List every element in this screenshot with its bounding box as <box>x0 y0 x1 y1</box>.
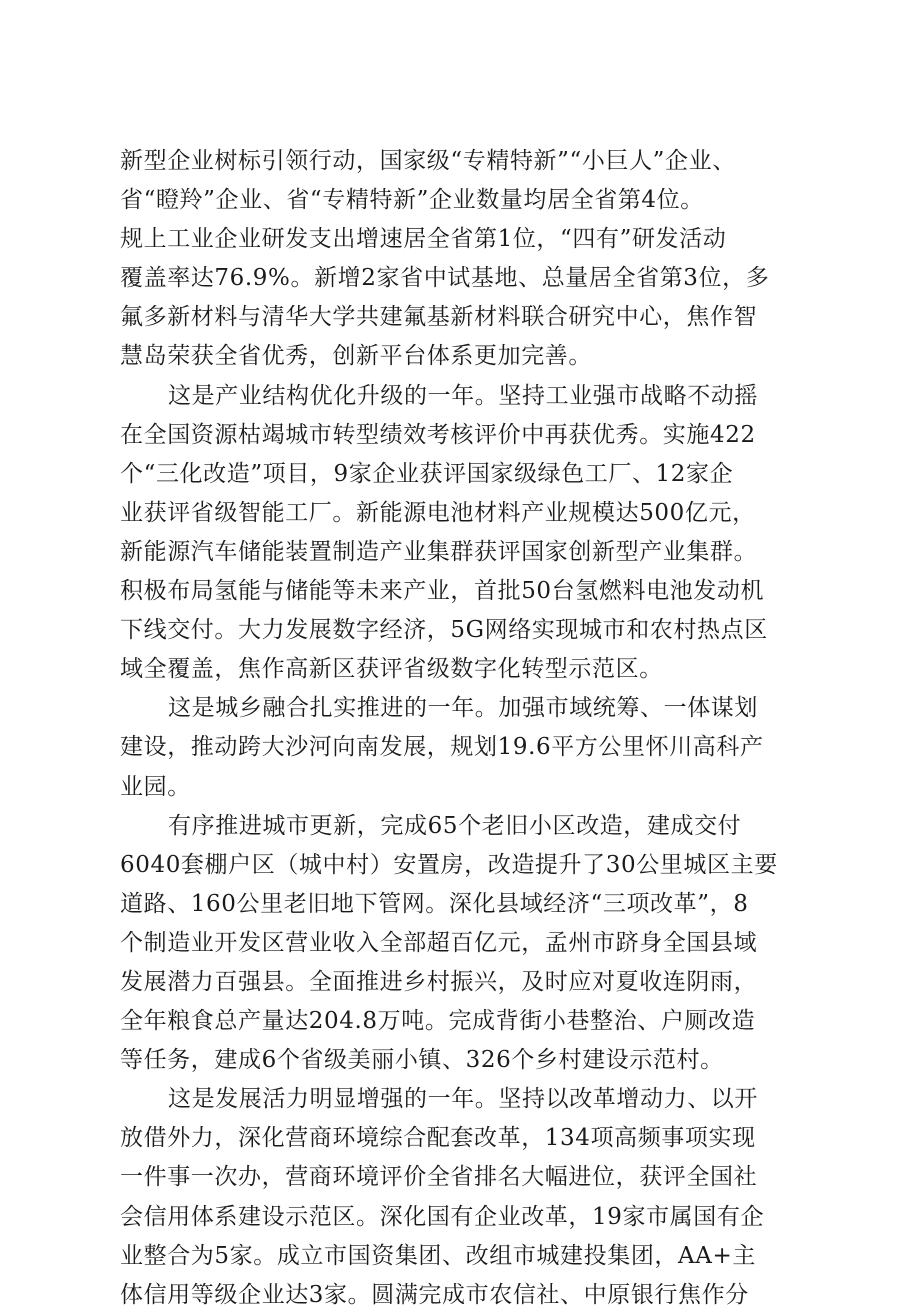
text-line: 业获评省级智能工厂。新能源电池材料产业规模达500亿元， <box>120 499 756 526</box>
text-line: 全年粮食总产量达204.8万吨。完成背街小巷整治、户厕改造 <box>120 1008 756 1035</box>
text-line: 等任务，建成6个省级美丽小镇、326个乡村建设示范村。 <box>120 1047 724 1074</box>
text-line: 规上工业企业研发支出增速居全省第1位，“四有”研发活动 <box>120 226 727 253</box>
text-line: 发展潜力百强县。全面推进乡村振兴，及时应对夏收连阴雨， <box>120 968 758 995</box>
text-line: 新型企业树标引领行动，国家级“专精特新”“小巨人”企业、 <box>120 148 736 174</box>
paragraph-first-line: 有序推进城市更新，完成65个老旧小区改造，建成交付 <box>168 812 742 839</box>
text-line: 体信用等级企业达3家。圆满完成市农信社、中原银行焦作分 <box>120 1281 749 1308</box>
text-line: 会信用体系建设示范区。深化国有企业改革，19家市属国有企 <box>120 1203 765 1230</box>
text-line: 氟多新材料与清华大学共建氟基新材料联合研究中心，焦作智 <box>120 304 758 331</box>
text-line: 业园。 <box>120 773 191 800</box>
text-line: 业整合为5家。成立市国资集团、改组市城建投集团，AA+主 <box>120 1242 756 1269</box>
text-line: 慧岛荣获全省优秀，创新平台体系更加完善。 <box>120 343 592 370</box>
text-line: 放借外力，深化营商环境综合配套改革，134项高频事项实现 <box>120 1125 756 1152</box>
body-text <box>120 142 805 1315</box>
paragraph-first-line: 这是发展活力明显增强的一年。坚持以改革增动力、以开 <box>168 1086 758 1113</box>
text-line: 下线交付。大力发展数字经济，5G网络实现城市和农村热点区 <box>120 617 768 644</box>
paragraph-first-line: 这是城乡融合扎实推进的一年。加强市域统筹、一体谋划 <box>168 695 758 722</box>
text-line: 在全国资源枯竭城市转型绩效考核评价中再获优秀。实施422 <box>120 421 756 448</box>
text-line: 个制造业开发区营业收入全部超百亿元，孟州市跻身全国县域 <box>120 929 758 956</box>
paragraph-first-line: 这是产业结构优化升级的一年。坚持工业强市战略不动摇 <box>168 382 758 409</box>
text-line: 覆盖率达76.9%。新增2家省中试基地、总量居全省第3位，多 <box>120 265 770 292</box>
text-line: 新能源汽车储能装置制造产业集群获评国家创新型产业集群。 <box>120 538 758 565</box>
text-line: 一件事一次办，营商环境评价全省排名大幅进位，获评全国社 <box>120 1164 758 1191</box>
text-line: 6040套棚户区（城中村）安置房，改造提升了30公里城区主要 <box>120 851 778 878</box>
text-line: 道路、160公里老旧地下管网。深化县域经济“三项改革”，8 <box>120 890 749 917</box>
text-line: 域全覆盖，焦作高新区获评省级数字化转型示范区。 <box>120 656 663 683</box>
text-line: 建设，推动跨大沙河向南发展，规划19.6平方公里怀川高科产 <box>120 734 764 761</box>
text-line: 积极布局氢能与储能等未来产业，首批50台氢燃料电池发动机 <box>120 578 765 605</box>
text-line: 个“三化改造”项目，9家企业获评国家级绿色工厂、12家企 <box>120 460 734 487</box>
text-line: 省“瞪羚”企业、省“专精特新”企业数量均居全省第4位。 <box>120 187 704 214</box>
